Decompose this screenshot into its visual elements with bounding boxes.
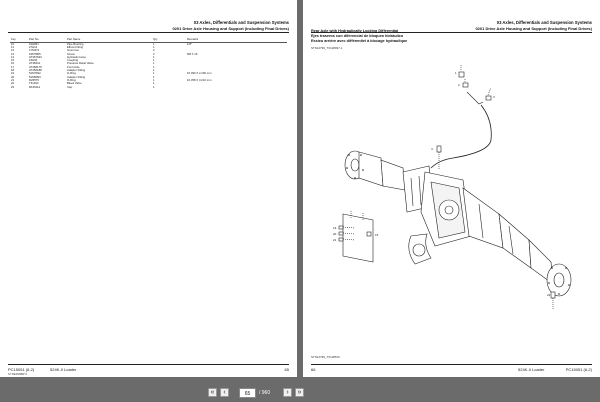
table-cell: 10 — [11, 42, 15, 46]
table-cell: Elbow Fitting — [67, 45, 84, 49]
table-cell: Hydraulic Hose — [67, 55, 86, 59]
footer-page-number-right: 66 — [311, 367, 316, 372]
table-cell: 17 — [11, 65, 15, 69]
relief-valve — [367, 232, 371, 236]
table-cell: AT367633 — [29, 55, 42, 59]
table-cell: 23 — [11, 85, 15, 89]
hydraulic-line — [431, 105, 491, 168]
table-cell: Front Axle — [67, 65, 80, 69]
previous-page-button[interactable]: ‹ — [220, 388, 229, 397]
table-cell: 1 — [153, 62, 155, 66]
header-rule — [8, 32, 289, 33]
table-cell: O-Ring — [67, 78, 76, 82]
table-cell: 19 — [11, 72, 15, 76]
page-number-input[interactable]: 65 — [239, 388, 256, 398]
figure-ref-top: STN14799_TX128037-1 — [311, 46, 343, 50]
fitting-2 — [463, 83, 468, 87]
footer-page-number: 65 — [284, 367, 289, 372]
table-cell: Pressure Relief Valve — [67, 62, 94, 66]
first-page-button[interactable]: « — [208, 388, 217, 397]
footer-rule-right — [311, 364, 592, 365]
table-cell: M8 X 16 — [187, 52, 198, 56]
table-cell: 13 — [11, 52, 15, 56]
table-cell: 19M7865 — [29, 52, 41, 56]
section-title-right: 03 Axles, Differentials and Suspension Systems — [496, 20, 592, 25]
column-header: Part Name — [66, 38, 152, 42]
table-cell: 2 — [153, 49, 155, 53]
table-cell: 51M5993 — [29, 75, 41, 79]
figure-title-fr: Essieu arrière avec différentiel à blocage hydraulique — [311, 39, 408, 43]
table-cell: 11 — [11, 45, 14, 49]
last-page-button[interactable]: » — [295, 388, 304, 397]
left-page — [0, 0, 297, 377]
footer-rule — [8, 364, 289, 365]
parts-table — [10, 38, 287, 89]
callout-4: 4 — [431, 147, 433, 151]
column-header: Remarks — [186, 38, 287, 42]
table-cell: 1 — [153, 59, 155, 63]
figure-title-en: Rear Axle with Hydraulically Locking Differential — [311, 29, 399, 33]
footer-doc: PC15051 (6-2) — [8, 367, 35, 372]
viewer-toolbar — [0, 377, 600, 402]
callout-19: 19 — [333, 226, 337, 230]
bleed-valve — [339, 226, 343, 229]
figure-title-es: Ejes traseros con diferencial de bloqueo hidráulico — [311, 34, 404, 38]
table-cell: AT48441 — [29, 62, 41, 66]
table-cell: 15.390 X 2.200 mm — [187, 72, 212, 76]
table-cell: Screw — [67, 52, 75, 56]
footer-model: 524K-II Loader — [50, 367, 77, 372]
table-cell: Pipe Bushing — [67, 42, 84, 46]
callout-20: 20 — [333, 232, 337, 236]
table-cell: 1 — [153, 85, 155, 89]
column-header: Key — [10, 38, 28, 42]
total-pages: / 960 — [259, 389, 271, 396]
table-cell: R166112 — [29, 85, 41, 89]
table-cell: 1 — [153, 55, 155, 59]
vent-fitting — [437, 146, 441, 152]
table-cell: 21 — [11, 78, 15, 82]
figure-ref-bottom: STN14799_TX128570 — [311, 355, 340, 359]
table-cell: 1 — [153, 45, 155, 49]
table-cell: 1 — [153, 72, 155, 76]
table-cell: 1 — [153, 42, 155, 46]
footer-model-right: 524K-II Loader — [518, 367, 545, 372]
table-cell: O-Ring — [67, 72, 76, 76]
callout-21: 21 — [333, 238, 337, 242]
subsection-title: 0201 Drive Axle Housing and Support (Including Final Drives) — [172, 26, 289, 31]
table-cell: 2 — [153, 52, 155, 56]
parts-table-body — [10, 42, 287, 89]
callout-2: 2 — [458, 83, 460, 87]
table-cell: 1/8" — [187, 42, 192, 46]
callout-3: 3 — [493, 95, 495, 99]
table-row — [10, 86, 287, 89]
section-title: 03 Axles, Differentials and Suspension Systems — [193, 20, 289, 25]
right-page — [303, 0, 600, 377]
table-cell: 15 — [11, 59, 15, 63]
table-cell: 1 — [153, 75, 155, 79]
subsection-title-right: 0201 Drive Axle Housing and Support (Including Final Drives) — [475, 26, 592, 31]
table-cell: R26575 — [29, 78, 39, 82]
column-header: Qty — [152, 38, 186, 42]
table-cell: 1 — [153, 65, 155, 69]
table-cell: Coupling — [67, 59, 79, 63]
table-cell: 19H831 — [29, 42, 39, 46]
table-cell: 1 — [153, 82, 155, 86]
callout-16: 16 — [375, 233, 379, 237]
table-cell: Bleed Valve — [67, 82, 82, 86]
table-cell: T61913 — [29, 82, 39, 86]
axle-housing-right — [463, 188, 503, 248]
table-cell: 1 — [153, 78, 155, 82]
next-page-button[interactable]: › — [283, 388, 292, 397]
table-cell: 12 — [11, 49, 15, 53]
table-cell: 51M7932 — [29, 72, 41, 76]
footer-code: SYNE4NBBZ.X — [8, 372, 28, 376]
table-cell: 18 — [11, 69, 15, 73]
table-cell: 14 — [11, 55, 15, 59]
fitting-top — [467, 92, 483, 104]
fitting-1 — [459, 72, 464, 77]
table-cell: Adapter Fitting — [67, 69, 86, 73]
mounting-plate — [343, 214, 373, 262]
callout-1: 1 — [455, 71, 457, 75]
table-cell: 17M474 — [29, 49, 40, 53]
table-cell: 16.358 X 3.210 mm — [187, 78, 212, 82]
fitting-3 — [486, 96, 491, 100]
table-cell: 20 — [11, 75, 15, 79]
table-cell: 1 — [153, 69, 155, 73]
rear-axle-exploded-diagram — [303, 0, 600, 377]
table-cell: Grommet — [67, 49, 79, 53]
table-cell: AT468176 — [29, 65, 42, 69]
table-cell: 22 — [11, 82, 15, 86]
table-cell: 27H12 — [29, 45, 38, 49]
table-cell: Adapter Fitting — [67, 75, 86, 79]
table-cell — [186, 86, 287, 89]
table-cell: 19H03 — [29, 59, 38, 63]
footer-doc-right: PC15051 (6-2) — [565, 367, 592, 372]
table-cell: 16 — [11, 62, 15, 66]
table-cell: Cap — [67, 85, 73, 89]
table-cell: AT456188 — [29, 69, 42, 73]
column-header: Part No. — [28, 38, 66, 42]
callout-22: 22 — [547, 293, 551, 297]
